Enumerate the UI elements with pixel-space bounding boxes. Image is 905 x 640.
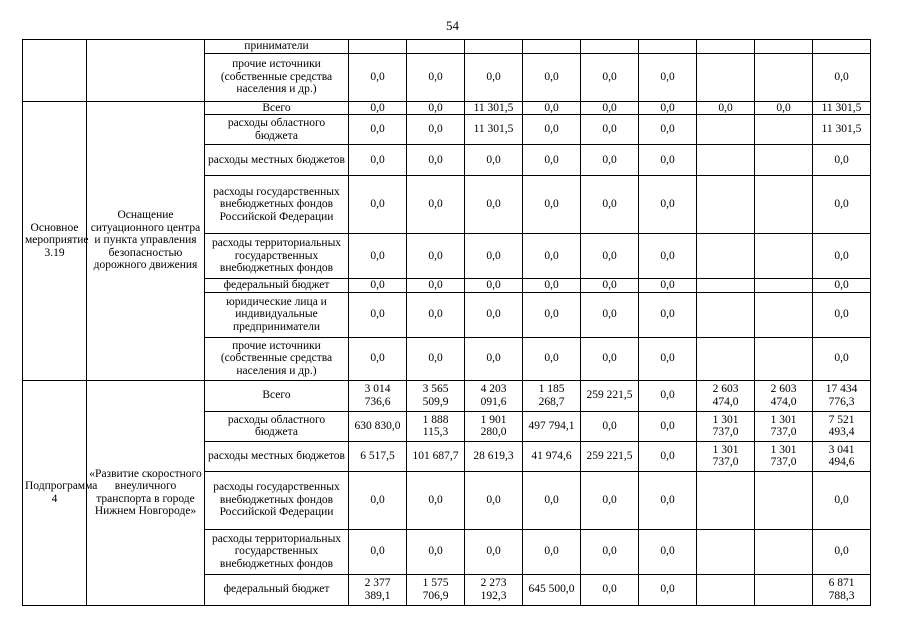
value-cell: 0,0 xyxy=(523,234,581,279)
value-cell: 0,0 xyxy=(407,101,465,115)
funding-source: юридические лица и индивидуальные предприниматели xyxy=(205,292,349,337)
funding-source: приниматели xyxy=(205,40,349,54)
value-cell: 6 871 788,3 xyxy=(813,574,871,605)
value-cell xyxy=(755,115,813,145)
value-cell: 0,0 xyxy=(407,337,465,380)
value-cell: 0,0 xyxy=(407,292,465,337)
table-row xyxy=(23,101,871,115)
value-cell: 259 221,5 xyxy=(581,441,639,471)
value-cell: 0,0 xyxy=(523,176,581,234)
value-cell: 0,0 xyxy=(465,53,523,101)
value-cell: 0,0 xyxy=(407,176,465,234)
value-cell: 0,0 xyxy=(349,337,407,380)
value-cell: 0,0 xyxy=(349,115,407,145)
value-cell: 0,0 xyxy=(407,234,465,279)
value-cell: 0,0 xyxy=(639,279,697,293)
value-cell: 2 603 474,0 xyxy=(755,380,813,411)
section-code xyxy=(23,40,87,102)
funding-source: расходы местных бюджетов xyxy=(205,145,349,176)
value-cell: 0,0 xyxy=(523,337,581,380)
funding-source: федеральный бюджет xyxy=(205,279,349,293)
value-cell: 1 301 737,0 xyxy=(697,411,755,441)
value-cell xyxy=(755,40,813,54)
funding-source: прочие источники (собственные средства населения и др.) xyxy=(205,337,349,380)
value-cell: 0,0 xyxy=(639,145,697,176)
value-cell: 11 301,5 xyxy=(813,115,871,145)
value-cell: 41 974,6 xyxy=(523,441,581,471)
value-cell xyxy=(755,529,813,574)
value-cell xyxy=(697,176,755,234)
value-cell: 0,0 xyxy=(813,529,871,574)
value-cell: 11 301,5 xyxy=(465,101,523,115)
value-cell: 0,0 xyxy=(523,292,581,337)
value-cell: 3 565 509,9 xyxy=(407,380,465,411)
value-cell: 0,0 xyxy=(407,115,465,145)
value-cell: 0,0 xyxy=(407,145,465,176)
section-code: Подпрограмма 4 xyxy=(23,380,87,605)
funding-source: расходы государственных внебюджетных фондов Российской Федерации xyxy=(205,471,349,529)
funding-source: федеральный бюджет xyxy=(205,574,349,605)
value-cell xyxy=(407,40,465,54)
value-cell xyxy=(755,574,813,605)
value-cell: 0,0 xyxy=(465,234,523,279)
value-cell: 0,0 xyxy=(523,279,581,293)
value-cell xyxy=(755,176,813,234)
section-title: Оснащение ситуационного центра и пункта управления безопасностью дорожного движения xyxy=(87,101,205,380)
value-cell: 0,0 xyxy=(465,337,523,380)
value-cell: 0,0 xyxy=(581,411,639,441)
section-title: «Развитие скоростного внеуличного транспорта в городе Нижнем Новгороде» xyxy=(87,380,205,605)
value-cell: 0,0 xyxy=(523,145,581,176)
value-cell: 0,0 xyxy=(349,471,407,529)
value-cell: 7 521 493,4 xyxy=(813,411,871,441)
value-cell xyxy=(697,292,755,337)
value-cell xyxy=(697,471,755,529)
value-cell: 28 619,3 xyxy=(465,441,523,471)
value-cell xyxy=(755,337,813,380)
value-cell xyxy=(697,115,755,145)
value-cell xyxy=(697,574,755,605)
table-row xyxy=(23,380,871,411)
value-cell: 0,0 xyxy=(581,471,639,529)
value-cell: 0,0 xyxy=(523,529,581,574)
value-cell: 2 377 389,1 xyxy=(349,574,407,605)
value-cell xyxy=(813,40,871,54)
value-cell xyxy=(755,471,813,529)
value-cell: 0,0 xyxy=(349,53,407,101)
value-cell: 0,0 xyxy=(465,279,523,293)
value-cell: 0,0 xyxy=(813,279,871,293)
value-cell: 6 517,5 xyxy=(349,441,407,471)
value-cell xyxy=(697,279,755,293)
value-cell xyxy=(755,53,813,101)
value-cell: 0,0 xyxy=(523,471,581,529)
value-cell: 0,0 xyxy=(523,101,581,115)
value-cell: 0,0 xyxy=(407,471,465,529)
funding-source: Всего xyxy=(205,101,349,115)
value-cell: 630 830,0 xyxy=(349,411,407,441)
funding-source: расходы местных бюджетов xyxy=(205,441,349,471)
value-cell: 0,0 xyxy=(639,380,697,411)
value-cell: 0,0 xyxy=(755,101,813,115)
value-cell: 0,0 xyxy=(813,292,871,337)
funding-source: расходы областного бюджета xyxy=(205,411,349,441)
value-cell: 4 203 091,6 xyxy=(465,380,523,411)
funding-source: Всего xyxy=(205,380,349,411)
value-cell: 0,0 xyxy=(639,441,697,471)
value-cell xyxy=(349,40,407,54)
value-cell xyxy=(755,292,813,337)
value-cell xyxy=(697,145,755,176)
value-cell xyxy=(755,279,813,293)
funding-source: расходы территориальных государственных внебюджетных фондов xyxy=(205,529,349,574)
funding-source: расходы государственных внебюджетных фондов Российской Федерации xyxy=(205,176,349,234)
value-cell xyxy=(639,40,697,54)
value-cell: 0,0 xyxy=(581,529,639,574)
value-cell: 3 014 736,6 xyxy=(349,380,407,411)
value-cell: 0,0 xyxy=(349,176,407,234)
value-cell xyxy=(697,529,755,574)
value-cell xyxy=(755,234,813,279)
value-cell xyxy=(697,337,755,380)
value-cell: 2 603 474,0 xyxy=(697,380,755,411)
section-code: Основное мероприятие 3.19 xyxy=(23,101,87,380)
value-cell: 0,0 xyxy=(465,292,523,337)
value-cell: 0,0 xyxy=(349,145,407,176)
value-cell: 259 221,5 xyxy=(581,380,639,411)
value-cell xyxy=(465,40,523,54)
value-cell: 0,0 xyxy=(581,279,639,293)
value-cell: 101 687,7 xyxy=(407,441,465,471)
value-cell: 497 794,1 xyxy=(523,411,581,441)
value-cell: 0,0 xyxy=(639,53,697,101)
value-cell: 1 575 706,9 xyxy=(407,574,465,605)
value-cell: 0,0 xyxy=(581,53,639,101)
value-cell: 0,0 xyxy=(639,337,697,380)
value-cell: 3 041 494,6 xyxy=(813,441,871,471)
value-cell: 0,0 xyxy=(407,529,465,574)
page-number: 54 xyxy=(446,18,459,33)
section-title xyxy=(87,40,205,102)
value-cell xyxy=(755,145,813,176)
value-cell: 0,0 xyxy=(581,337,639,380)
value-cell: 1 888 115,3 xyxy=(407,411,465,441)
value-cell: 0,0 xyxy=(581,145,639,176)
value-cell: 0,0 xyxy=(523,53,581,101)
value-cell: 0,0 xyxy=(813,53,871,101)
value-cell: 0,0 xyxy=(349,234,407,279)
value-cell: 0,0 xyxy=(349,529,407,574)
value-cell: 0,0 xyxy=(465,471,523,529)
value-cell: 0,0 xyxy=(407,279,465,293)
value-cell: 11 301,5 xyxy=(465,115,523,145)
value-cell: 0,0 xyxy=(639,176,697,234)
budget-table xyxy=(22,39,871,606)
table-row xyxy=(23,40,871,54)
value-cell: 0,0 xyxy=(697,101,755,115)
value-cell: 0,0 xyxy=(639,529,697,574)
value-cell: 0,0 xyxy=(639,101,697,115)
value-cell: 1 301 737,0 xyxy=(755,411,813,441)
value-cell: 0,0 xyxy=(639,292,697,337)
value-cell xyxy=(697,40,755,54)
value-cell: 0,0 xyxy=(639,471,697,529)
value-cell: 0,0 xyxy=(639,115,697,145)
value-cell: 1 301 737,0 xyxy=(755,441,813,471)
value-cell: 0,0 xyxy=(813,471,871,529)
value-cell: 0,0 xyxy=(349,292,407,337)
value-cell: 2 273 192,3 xyxy=(465,574,523,605)
value-cell: 0,0 xyxy=(639,234,697,279)
value-cell: 0,0 xyxy=(813,176,871,234)
value-cell: 1 301 737,0 xyxy=(697,441,755,471)
value-cell: 0,0 xyxy=(581,574,639,605)
value-cell: 0,0 xyxy=(523,115,581,145)
value-cell: 0,0 xyxy=(407,53,465,101)
value-cell: 0,0 xyxy=(465,529,523,574)
value-cell: 0,0 xyxy=(581,176,639,234)
value-cell: 17 434 776,3 xyxy=(813,380,871,411)
value-cell: 0,0 xyxy=(465,145,523,176)
value-cell: 645 500,0 xyxy=(523,574,581,605)
value-cell: 0,0 xyxy=(813,337,871,380)
value-cell xyxy=(523,40,581,54)
value-cell: 1 185 268,7 xyxy=(523,380,581,411)
value-cell: 0,0 xyxy=(581,101,639,115)
value-cell: 0,0 xyxy=(813,145,871,176)
value-cell: 0,0 xyxy=(813,234,871,279)
value-cell xyxy=(697,53,755,101)
value-cell: 0,0 xyxy=(581,292,639,337)
funding-source: прочие источники (собственные средства населения и др.) xyxy=(205,53,349,101)
value-cell: 0,0 xyxy=(465,176,523,234)
value-cell xyxy=(697,234,755,279)
value-cell: 0,0 xyxy=(581,115,639,145)
funding-source: расходы территориальных государственных внебюджетных фондов xyxy=(205,234,349,279)
value-cell: 0,0 xyxy=(639,574,697,605)
value-cell: 0,0 xyxy=(349,101,407,115)
value-cell: 11 301,5 xyxy=(813,101,871,115)
value-cell xyxy=(581,40,639,54)
value-cell: 1 901 280,0 xyxy=(465,411,523,441)
value-cell: 0,0 xyxy=(581,234,639,279)
value-cell: 0,0 xyxy=(349,279,407,293)
funding-source: расходы областного бюджета xyxy=(205,115,349,145)
value-cell: 0,0 xyxy=(639,411,697,441)
